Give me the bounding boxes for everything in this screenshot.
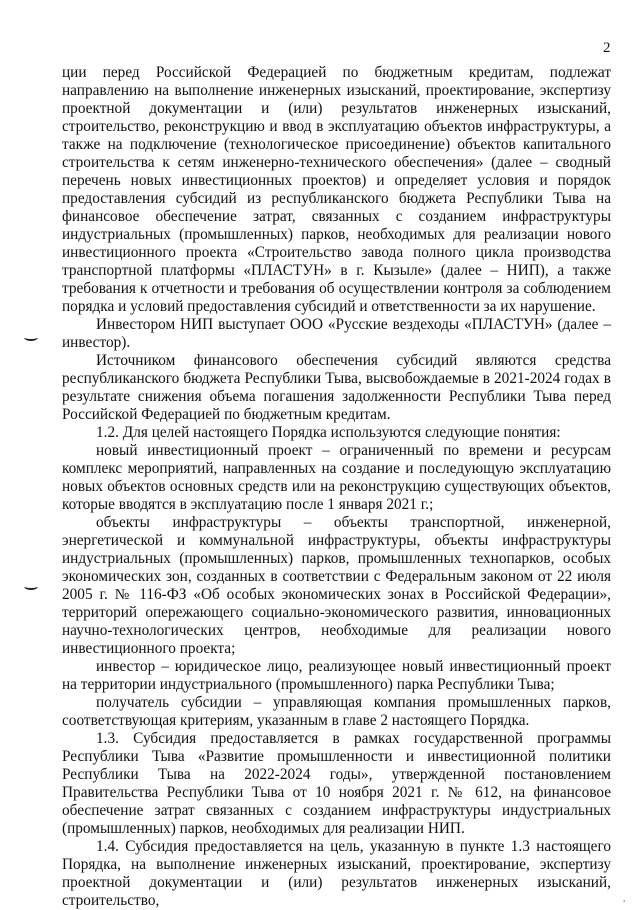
margin-mark xyxy=(24,334,38,341)
corner-mark: , xyxy=(623,893,626,903)
paragraph: инвестор – юридическое лицо, реализующее новый инвестиционный проект на территории индустриального (промышленного) парка Республики Тыва; xyxy=(62,658,611,693)
paragraph: Инвестором НИП выступает ООО «Русские вездеходы «ПЛАСТУН» (далее – инвестор). xyxy=(62,316,611,351)
paragraph: получатель субсидии – управляющая компания промышленных парков, соответствующая критериям, указанным в главе 2 настоящего Порядка. xyxy=(62,694,611,729)
paragraph: объекты инфраструктуры – объекты транспортной, инженерной, энергетической и коммунальной инфраструктуры, объекты инфраструктуры индустриальных (промышленных) парков, промышленных технопарков, особых экономических зон, созданных в соответствии с Федеральным законом от 22 июля 2005 г. № 116-ФЗ «Об особых экономических зонах в Российской Федерации», территорий опережающего социально-экономического развития, инновационных научно-технологических центров, необходимые для реализации нового инвестиционного проекта; xyxy=(62,514,611,657)
paragraph: 1.3. Субсидия предоставляется в рамках государственной программы Республики Тыва «Развитие промышленности и инвестиционной политики Республики Тыва на 2022-2024 годы», утвержденной постановлением Правительства Республики Тыва от 10 ноября 2021 г. № 612, на финансовое обеспечение затрат связанных с созданием инфраструктуры индустриальных (промышленных) парков, необходимых для реализации НИП. xyxy=(62,730,611,837)
paragraph: Источником финансового обеспечения субсидий являются средства республиканского бюджета Республики Тыва, высвобождаемые в 2021-2024 годах в результате снижения объема погашения задолженности Республики Тыва перед Российской Федерацией по бюджетным кредитам. xyxy=(62,352,611,423)
paragraph: ции перед Российской Федерацией по бюджетным кредитам, подлежат направлению на выполнение инженерных изысканий, проектирование, экспертизу проектной документации и (или) результатов инженерных изысканий, строительство, реконструкцию и ввод в эксплуатацию объектов инфраструктуры, а также на подключение (технологическое присоединение) объектов капитального строительства к сетям инженерно-технического обеспечения» (далее – сводный перечень новых инвестиционных проектов) и определяет условия и порядок предоставления субсидий из республиканского бюджета Республики Тыва на финансовое обеспечение затрат, связанных с созданием инфраструктуры индустриальных (промышленных) парков, необходимых для реализации нового инвестиционного проекта «Строительство завода полного цикла производства транспортной платформы «ПЛАСТУН» в г. Кызыле» (далее – НИП), а также требования к отчетности и требования об осуществлении контроля за соблюдением порядка и условий предоставления субсидий и ответственности за их нарушение. xyxy=(62,64,611,315)
margin-mark xyxy=(24,583,38,590)
paragraph: 1.2. Для целей настоящего Порядка используются следующие понятия: xyxy=(96,424,561,441)
document-body xyxy=(62,64,611,910)
page-number: 2 xyxy=(603,40,611,56)
paragraph: новый инвестиционный проект – ограниченный по времени и ресурсам комплекс мероприятий, направленных на создание и последующую эксплуатацию новых объектов основных средств или на реконструкцию существующих объектов, которые вводятся в эксплуатацию после 1 января 2021 г.; xyxy=(62,442,611,513)
paragraph: 1.4. Субсидия предоставляется на цель, указанную в пункте 1.3 настоящего Порядка, на выполнение инженерных изысканий, проектирование, экспертизу проектной документации и (или) результатов инженерных изысканий, строительство, xyxy=(62,838,611,909)
